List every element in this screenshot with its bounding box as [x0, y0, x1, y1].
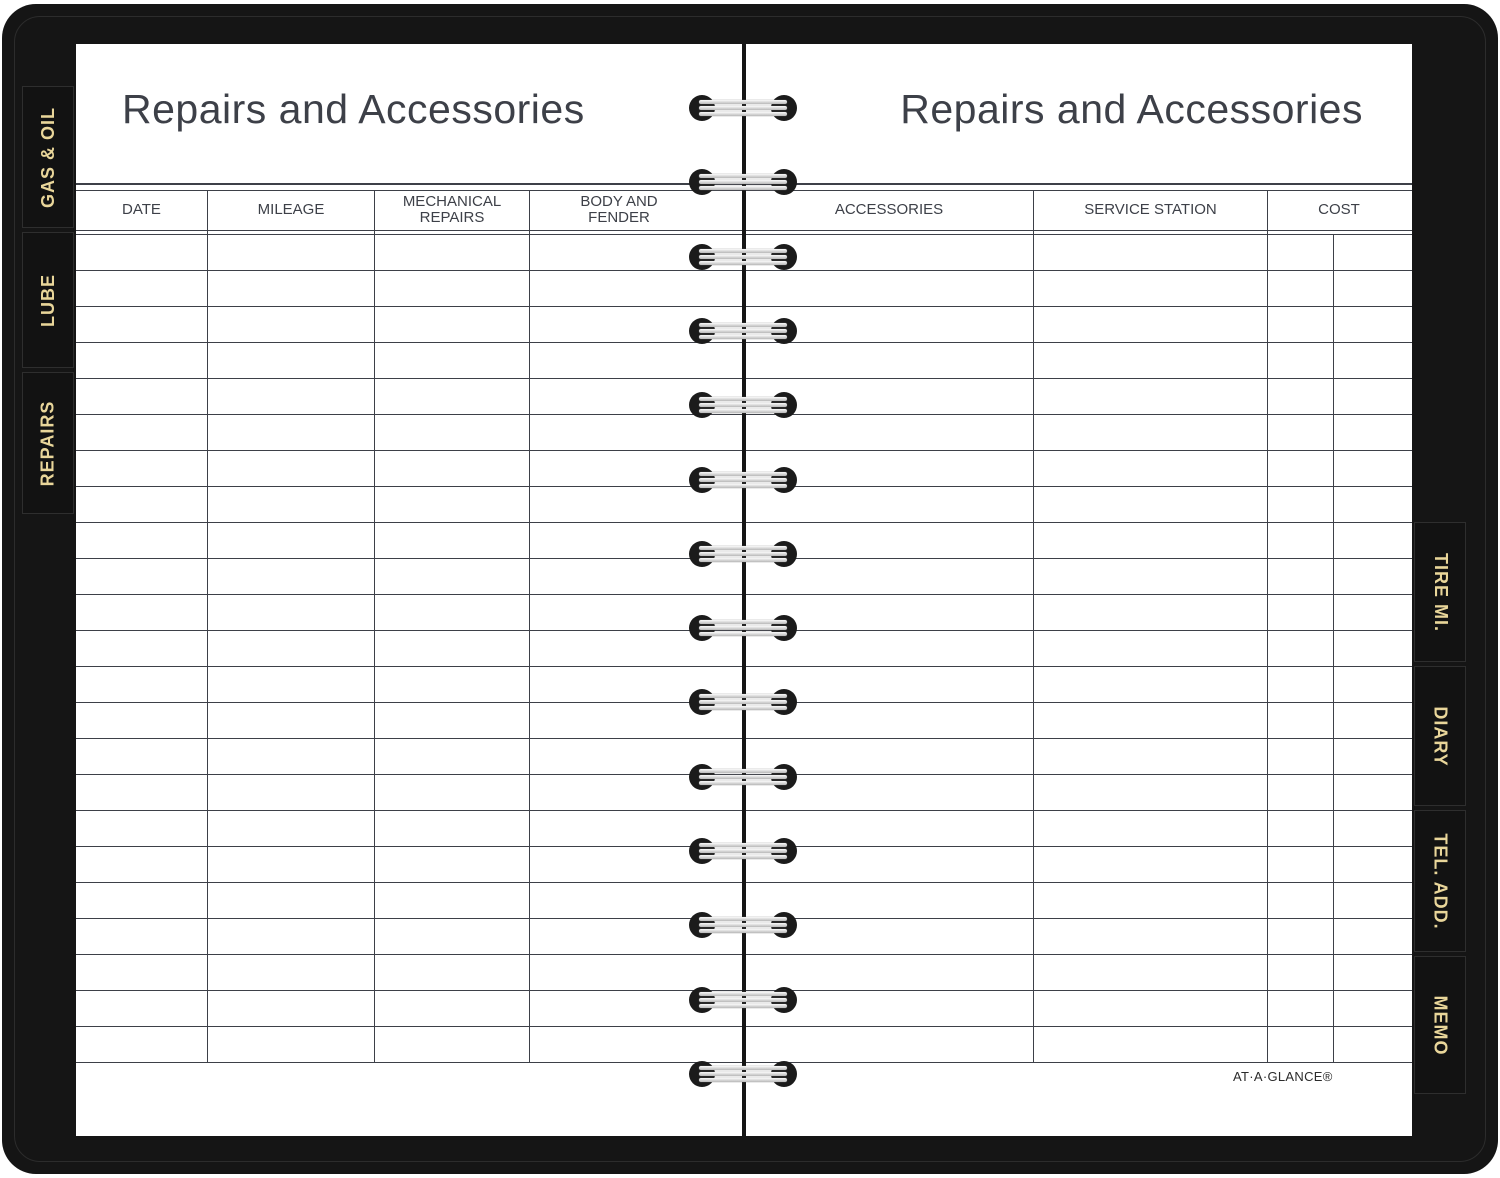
spiral-ring: [689, 392, 797, 418]
table-row-line: [76, 666, 742, 667]
column-header-cost: COST: [1318, 201, 1360, 218]
table-row-line: [76, 414, 742, 415]
column-header-date: DATE: [122, 201, 161, 218]
spiral-ring: [689, 1061, 797, 1087]
table-row-line: [746, 1062, 1412, 1063]
table-row-line: [76, 522, 742, 523]
spiral-ring: [689, 467, 797, 493]
spiral-ring: [689, 541, 797, 567]
table-row-line: [746, 918, 1412, 919]
table-row-line: [76, 738, 742, 739]
tab-tire-mi[interactable]: [1414, 522, 1466, 662]
header-rule: [76, 183, 742, 185]
spiral-ring: [689, 912, 797, 938]
table-row-line: [746, 954, 1412, 955]
table-row-line: [746, 378, 1412, 379]
tab-memo[interactable]: [1414, 956, 1466, 1094]
table-row-line: [76, 558, 742, 559]
table-row-line: [746, 666, 1412, 667]
spiral-ring: [689, 244, 797, 270]
brand-logo: AT·A·GLANCE®: [1233, 1069, 1333, 1084]
table-row-line: [76, 270, 742, 271]
table-row-line: [746, 414, 1412, 415]
table-row-line: [76, 846, 742, 847]
tab-label: DIARY: [1430, 705, 1451, 767]
spiral-ring: [689, 318, 797, 344]
header-rule: [76, 234, 742, 235]
table-row-line: [76, 918, 742, 919]
tab-diary[interactable]: [1414, 666, 1466, 806]
spiral-ring: [689, 95, 797, 121]
spiral-ring: [689, 764, 797, 790]
table-row-line: [746, 558, 1412, 559]
table-row-line: [746, 522, 1412, 523]
table-row-line: [76, 594, 742, 595]
tab-label: TEL. ADD.: [1430, 832, 1451, 930]
table-row-line: [746, 882, 1412, 883]
table-row-line: [76, 774, 742, 775]
header-rule: [746, 183, 1412, 185]
table-row-line: [76, 702, 742, 703]
table-row-line: [746, 342, 1412, 343]
tab-label: LUBE: [37, 273, 58, 327]
cost-cents-divider: [1333, 234, 1334, 1062]
spiral-ring: [689, 838, 797, 864]
table-row-line: [76, 1062, 742, 1063]
table-row-line: [746, 738, 1412, 739]
tab-label: MEMO: [1430, 995, 1451, 1055]
table-row-line: [746, 594, 1412, 595]
column-divider: [374, 190, 375, 1062]
table-row-line: [746, 810, 1412, 811]
tab-lube[interactable]: [22, 232, 74, 368]
tab-label: GAS & OIL: [37, 106, 58, 208]
table-row-line: [76, 306, 742, 307]
table-row-line: [76, 810, 742, 811]
table-row-line: [746, 486, 1412, 487]
table-row-line: [746, 306, 1412, 307]
column-header-service-station: SERVICE STATION: [1084, 201, 1217, 218]
tab-label: REPAIRS: [37, 400, 58, 486]
table-row-line: [76, 630, 742, 631]
column-divider: [529, 190, 530, 1062]
table-row-line: [76, 1026, 742, 1027]
left-page-title: Repairs and Accessories: [122, 86, 585, 132]
column-divider: [1267, 190, 1268, 1062]
table-row-line: [76, 486, 742, 487]
tab-tel-add[interactable]: [1414, 810, 1466, 952]
column-divider: [1033, 190, 1034, 1062]
spiral-ring: [689, 615, 797, 641]
header-rule: [746, 230, 1412, 231]
table-row-line: [76, 882, 742, 883]
header-rule: [746, 234, 1412, 235]
column-header-accessories: ACCESSORIES: [834, 201, 944, 218]
spiral-ring: [689, 987, 797, 1013]
table-row-line: [76, 342, 742, 343]
table-row-line: [746, 450, 1412, 451]
spiral-ring: [689, 169, 797, 195]
header-rule: [76, 230, 742, 231]
spiral-ring: [689, 689, 797, 715]
table-row-line: [76, 450, 742, 451]
table-row-line: [746, 630, 1412, 631]
tab-gas-oil[interactable]: [22, 86, 74, 228]
table-row-line: [746, 702, 1412, 703]
table-row-line: [746, 846, 1412, 847]
table-row-line: [746, 990, 1412, 991]
column-divider: [207, 190, 208, 1062]
table-row-line: [76, 378, 742, 379]
column-header-mileage: MILEAGE: [257, 201, 325, 218]
table-row-line: [746, 270, 1412, 271]
table-row-line: [746, 1026, 1412, 1027]
table-row-line: [76, 990, 742, 991]
column-header-mechanical-repairs: MECHANICAL REPAIRS: [402, 193, 502, 226]
table-row-line: [76, 954, 742, 955]
table-row-line: [746, 774, 1412, 775]
column-header-body-fender: BODY AND FENDER: [580, 193, 658, 226]
tab-repairs[interactable]: [22, 372, 74, 514]
tab-label: TIRE MI.: [1430, 552, 1451, 632]
right-page-title: Repairs and Accessories: [900, 86, 1363, 132]
